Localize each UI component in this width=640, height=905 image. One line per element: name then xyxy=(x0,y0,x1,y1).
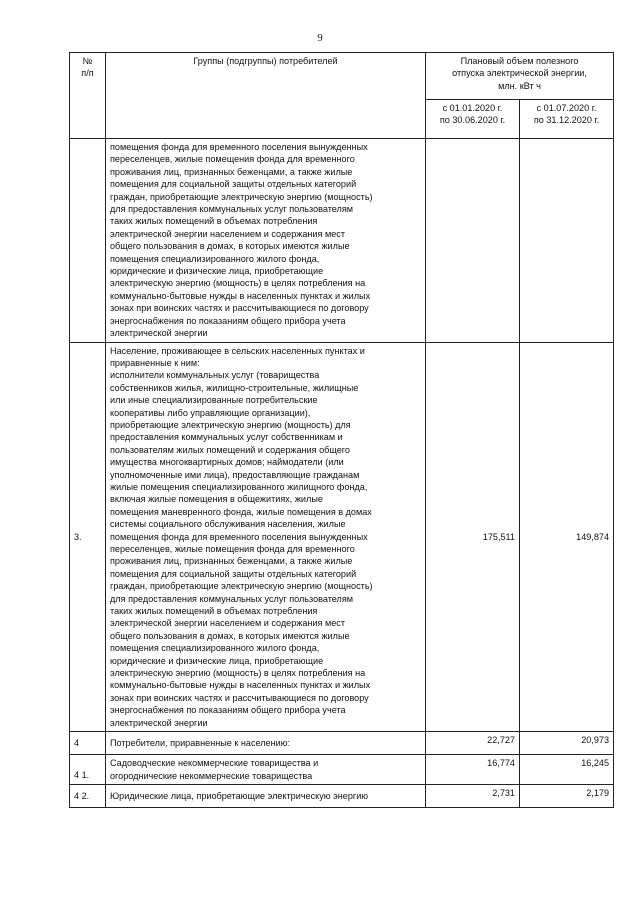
table-header-row xyxy=(70,53,614,100)
table-row xyxy=(70,784,614,807)
table-row xyxy=(70,342,614,732)
table-row xyxy=(70,139,614,343)
table-row xyxy=(70,755,614,785)
row-num xyxy=(70,139,106,343)
header-period-1: с 01.01.2020 г. по 30.06.2020 г. xyxy=(426,100,520,139)
row-text: Население, проживающее в сельских населенных пунктах и приравненные к ним: исполнители коммунальных услуг (товарищества собственников жилья, жилищно-строительные, жилищные или иные специализированные потребительские кооперативы либо управляющие организации), приобретающие электрическую энергию (мощность) для предоставления коммунальных услуг собственникам и пользователям жилых помещений и содержания общего имущества многоквартирных домов; наймодатели (или уполномоченные ими лица), предоставляющие гражданам жилые помещения специализированного жилищного фонда, включая жилые помещения в общежитиях, жилые помещения маневренного фонда, жилые помещения в домах системы социального обслуживания населения, жилые помещения фонда для временного поселения вынужденных переселенцев, жилые помещения фонда для временного проживания лиц, признанных беженцами, а также жилые помещения для социальной защиты отдельных категорий граждан, приобретающие электрическую энергию (мощность) для предоставления коммунальных услуг пользователям таких жилых помещений в объемах потребления электрической энергии населением и содержания мест общего пользования в домах, в которых имеются жилые помещения специализированного жилого фонда, юридические и физические лица, приобретающие электрическую энергию (мощность) в целях потребления на коммунально-бытовые нужды в населенных пунктах и жилых зонах при воинских частях и рассчитывающиеся по договору энергоснабжения по показаниям общего прибора учета электрической энергии xyxy=(106,342,426,732)
row-value-2: 2,179 xyxy=(520,784,614,807)
row-value-2 xyxy=(520,139,614,343)
row-value-1 xyxy=(426,139,520,343)
row-value-2: 149,874 xyxy=(520,342,614,732)
row-text: Потребители, приравненные к населению: xyxy=(106,732,426,755)
row-num: 4 2. xyxy=(70,784,106,807)
header-volume: Плановый объем полезного отпуска электрической энергии, млн. кВт ч xyxy=(426,53,614,100)
row-value-1: 22,727 xyxy=(426,732,520,755)
consumers-table xyxy=(69,52,614,808)
row-text: помещения фонда для временного поселения вынужденных переселенцев, жилые помещения фонда для временного проживания лиц, признанных беженцами, а также жилые помещения для социальной защиты отдельных категорий граждан, приобретающие электрическую энергию (мощность) для предоставления коммунальных услуг пользователям таких жилых помещений в объемах потребления электрической энергии населением и содержания мест общего пользования в домах, в которых имеются жилые помещения специализированного жилого фонда, юридические и физические лица, приобретающие электрическую энергию (мощность) в целях потребления на коммунально-бытовые нужды в населенных пунктах и жилых зонах при воинских частях и рассчитывающиеся по договору энергоснабжения по показаниям общего прибора учета электрической энергии xyxy=(106,139,426,343)
row-value-1: 16,774 xyxy=(426,755,520,785)
row-value-1: 2,731 xyxy=(426,784,520,807)
table-row xyxy=(70,732,614,755)
page-number: 9 xyxy=(317,32,323,44)
row-num: 3. xyxy=(70,342,106,732)
header-period-2: с 01.07.2020 г. по 31.12.2020 г. xyxy=(520,100,614,139)
row-text: Юридические лица, приобретающие электрическую энергию xyxy=(106,784,426,807)
row-num: 4 xyxy=(70,732,106,755)
row-value-1: 175,511 xyxy=(426,342,520,732)
row-text: Садоводческие некоммерческие товарищества и огороднические некоммерческие товарищества xyxy=(106,755,426,785)
row-num: 4 1. xyxy=(70,755,106,785)
header-num: № п/п xyxy=(70,53,106,139)
row-value-2: 16,245 xyxy=(520,755,614,785)
header-group: Группы (подгруппы) потребителей xyxy=(106,53,426,139)
row-value-2: 20,973 xyxy=(520,732,614,755)
